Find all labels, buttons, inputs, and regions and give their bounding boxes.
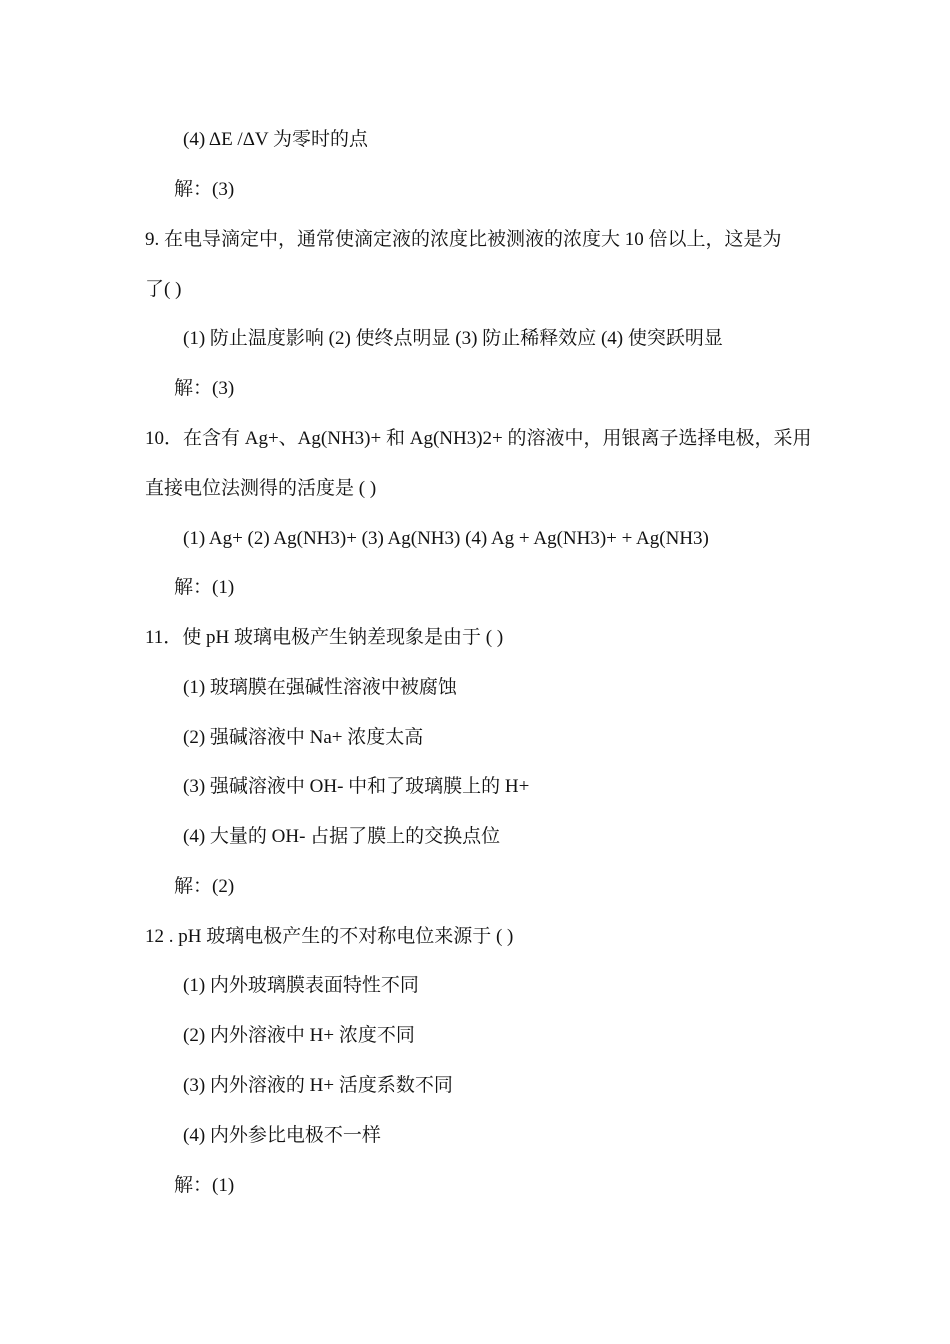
q10-options: (1) Ag+ (2) Ag(NH3)+ (3) Ag(NH3) (4) Ag + Ag(NH3)+ + Ag(NH3) — [183, 528, 709, 549]
q11-answer: 解：(2) — [174, 876, 235, 897]
q9-options: (1) 防止温度影响 (2) 使终点明显 (3) 防止稀释效应 (4) 使突跃明显 — [183, 328, 723, 349]
q11-option-1: (1) 玻璃膜在强碱性溶液中被腐蚀 — [183, 677, 457, 698]
q11-option-4: (4) 大量的 OH- 占据了膜上的交换点位 — [183, 826, 501, 847]
q9-answer: 解：(3) — [174, 378, 235, 399]
q12-option-4: (4) 内外参比电极不一样 — [183, 1125, 381, 1146]
q12-stem: 12 . pH 玻璃电极产生的不对称电位来源于 ( ) — [145, 926, 514, 947]
q10-stem-line-1: 10．在含有 Ag+、Ag(NH3)+ 和 Ag(NH3)2+ 的溶液中，用银离子选择电极，采用 — [145, 428, 812, 449]
q12-answer: 解：(1) — [174, 1175, 235, 1196]
q12-option-2: (2) 内外溶液中 H+ 浓度不同 — [183, 1025, 415, 1046]
q9-stem-line-1: 9. 在电导滴定中，通常使滴定液的浓度比被测液的浓度大 10 倍以上，这是为 — [145, 229, 782, 250]
q10-answer: 解：(1) — [174, 577, 235, 598]
q8-answer: 解：(3) — [174, 179, 235, 200]
q12-option-1: (1) 内外玻璃膜表面特性不同 — [183, 975, 419, 996]
q11-stem: 11．使 pH 玻璃电极产生钠差现象是由于 ( ) — [145, 627, 504, 648]
q8-option-4: (4) ΔE /ΔV 为零时的点 — [183, 129, 369, 150]
q10-stem-line-2: 直接电位法测得的活度是 ( ) — [145, 478, 377, 499]
q11-option-3: (3) 强碱溶液中 OH- 中和了玻璃膜上的 H+ — [183, 776, 530, 797]
q12-option-3: (3) 内外溶液的 H+ 活度系数不同 — [183, 1075, 453, 1096]
q9-stem-line-2: 了( ) — [145, 279, 182, 300]
q11-option-2: (2) 强碱溶液中 Na+ 浓度太高 — [183, 727, 424, 748]
